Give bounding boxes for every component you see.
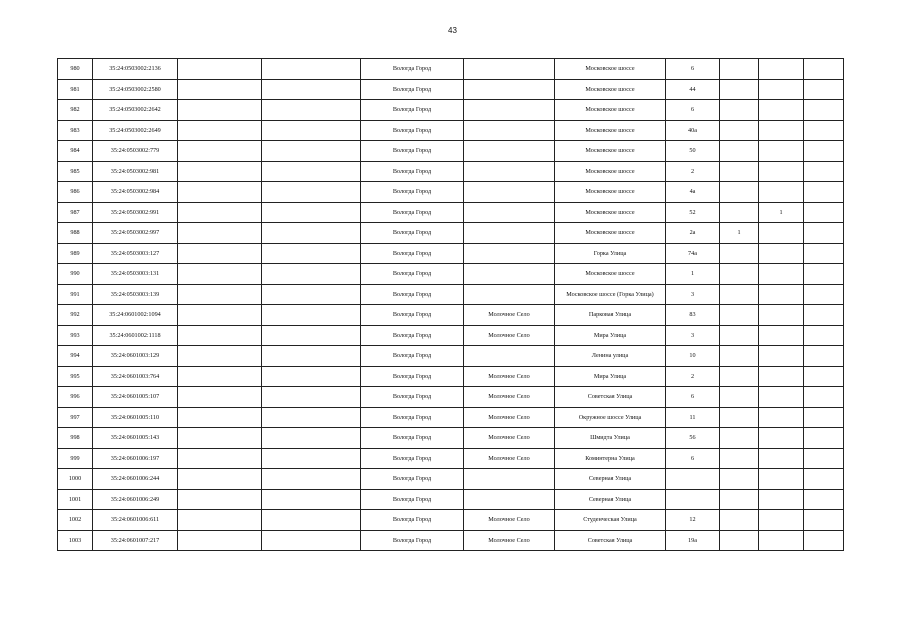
cell-col-flag-3 [804, 428, 844, 449]
cell-col-flag-2 [759, 182, 804, 203]
cell-row-number: 1002 [58, 510, 93, 531]
cell-street: Шмидта Улица [555, 428, 666, 449]
cell-col-empty-1 [178, 305, 262, 326]
cell-settlement [464, 100, 555, 121]
cell-cadastral-number: 35:24:0601003:764 [93, 366, 178, 387]
cell-city: Вологда Город [361, 120, 464, 141]
cell-col-flag-2 [759, 387, 804, 408]
cell-settlement [464, 489, 555, 510]
cell-col-flag-3 [804, 59, 844, 80]
cell-row-number: 984 [58, 141, 93, 162]
cell-city: Вологда Город [361, 428, 464, 449]
cell-col-flag-3 [804, 284, 844, 305]
cell-col-empty-2 [262, 161, 361, 182]
cell-col-empty-2 [262, 284, 361, 305]
cell-settlement: Молочное Село [464, 530, 555, 551]
cell-col-flag-2 [759, 243, 804, 264]
cell-col-empty-2 [262, 120, 361, 141]
cell-street: Московское шоссе [555, 161, 666, 182]
cell-row-number: 986 [58, 182, 93, 203]
cell-house-number: 52 [666, 202, 720, 223]
cell-col-empty-1 [178, 284, 262, 305]
cell-house-number: 12 [666, 510, 720, 531]
cell-cadastral-number: 35:24:0503003:127 [93, 243, 178, 264]
cell-settlement [464, 202, 555, 223]
cell-col-flag-1 [720, 428, 759, 449]
cell-house-number: 83 [666, 305, 720, 326]
cell-row-number: 989 [58, 243, 93, 264]
cell-cadastral-number: 35:24:0601005:143 [93, 428, 178, 449]
cell-street: Московское шоссе [555, 79, 666, 100]
cell-col-flag-2 [759, 469, 804, 490]
cell-col-empty-2 [262, 141, 361, 162]
cell-col-flag-1 [720, 59, 759, 80]
cell-house-number: 1 [666, 264, 720, 285]
cell-col-flag-3 [804, 141, 844, 162]
table-row [58, 366, 844, 387]
cell-col-empty-2 [262, 510, 361, 531]
cell-col-flag-1 [720, 202, 759, 223]
cell-house-number: 3 [666, 325, 720, 346]
cell-col-empty-1 [178, 428, 262, 449]
table-row [58, 243, 844, 264]
cell-col-empty-1 [178, 366, 262, 387]
cell-col-empty-1 [178, 182, 262, 203]
cell-col-empty-1 [178, 141, 262, 162]
table-row [58, 346, 844, 367]
cell-row-number: 999 [58, 448, 93, 469]
cell-house-number: 10 [666, 346, 720, 367]
cell-col-flag-3 [804, 223, 844, 244]
cell-cadastral-number: 35:24:0601006:197 [93, 448, 178, 469]
cell-street: Московское шоссе [555, 223, 666, 244]
table-row [58, 100, 844, 121]
cell-cadastral-number: 35:24:0503002:2649 [93, 120, 178, 141]
cell-col-empty-1 [178, 161, 262, 182]
cell-col-flag-3 [804, 100, 844, 121]
cell-settlement: Молочное Село [464, 325, 555, 346]
cell-col-flag-2 [759, 79, 804, 100]
cell-settlement [464, 182, 555, 203]
table-row [58, 264, 844, 285]
cell-city: Вологда Город [361, 407, 464, 428]
cell-settlement [464, 243, 555, 264]
cell-col-empty-2 [262, 325, 361, 346]
cell-city: Вологда Город [361, 346, 464, 367]
cell-col-flag-2 [759, 346, 804, 367]
cell-house-number: 2 [666, 161, 720, 182]
cell-street: Горка Улица [555, 243, 666, 264]
cell-cadastral-number: 35:24:0503002:779 [93, 141, 178, 162]
cell-col-flag-1 [720, 346, 759, 367]
cell-house-number: 4a [666, 182, 720, 203]
cell-settlement: Молочное Село [464, 448, 555, 469]
cell-col-empty-2 [262, 100, 361, 121]
cell-col-flag-1 [720, 366, 759, 387]
cell-street: Московское шоссе [555, 182, 666, 203]
cell-col-empty-1 [178, 448, 262, 469]
cell-col-flag-1 [720, 79, 759, 100]
table-row [58, 428, 844, 449]
cell-settlement [464, 59, 555, 80]
cell-street: Северная Улица [555, 469, 666, 490]
cell-house-number: 6 [666, 387, 720, 408]
cell-col-flag-1 [720, 469, 759, 490]
cell-city: Вологда Город [361, 243, 464, 264]
cell-col-empty-1 [178, 530, 262, 551]
cell-house-number [666, 489, 720, 510]
cell-street: Московское шоссе [555, 120, 666, 141]
cell-house-number: 6 [666, 448, 720, 469]
cell-city: Вологда Город [361, 79, 464, 100]
cell-col-empty-2 [262, 407, 361, 428]
cell-cadastral-number: 35:24:0503002:984 [93, 182, 178, 203]
cell-row-number: 987 [58, 202, 93, 223]
registry-table-body [58, 59, 844, 551]
cell-col-flag-2 [759, 59, 804, 80]
cell-settlement [464, 223, 555, 244]
cell-col-flag-3 [804, 79, 844, 100]
cell-row-number: 1003 [58, 530, 93, 551]
cell-col-flag-1 [720, 120, 759, 141]
cell-cadastral-number: 35:24:0503002:997 [93, 223, 178, 244]
cell-col-empty-1 [178, 387, 262, 408]
cell-city: Вологда Город [361, 530, 464, 551]
cell-house-number: 6 [666, 59, 720, 80]
cell-col-empty-1 [178, 469, 262, 490]
cell-col-flag-1 [720, 387, 759, 408]
cell-city: Вологда Город [361, 510, 464, 531]
cell-col-flag-2 [759, 161, 804, 182]
cell-col-flag-2 [759, 264, 804, 285]
table-row [58, 223, 844, 244]
cell-col-empty-2 [262, 59, 361, 80]
cell-col-flag-3 [804, 510, 844, 531]
cell-col-empty-1 [178, 100, 262, 121]
cell-col-empty-2 [262, 469, 361, 490]
table-row [58, 79, 844, 100]
cell-row-number: 998 [58, 428, 93, 449]
cell-col-flag-3 [804, 161, 844, 182]
cell-house-number: 44 [666, 79, 720, 100]
cell-settlement: Молочное Село [464, 387, 555, 408]
table-row [58, 202, 844, 223]
cell-col-empty-2 [262, 305, 361, 326]
cell-col-flag-1 [720, 305, 759, 326]
cell-col-empty-2 [262, 202, 361, 223]
cell-col-flag-1 [720, 243, 759, 264]
cell-row-number: 980 [58, 59, 93, 80]
cell-row-number: 1001 [58, 489, 93, 510]
cell-cadastral-number: 35:24:0601006:611 [93, 510, 178, 531]
cell-cadastral-number: 35:24:0601005:107 [93, 387, 178, 408]
cell-cadastral-number: 35:24:0503002:991 [93, 202, 178, 223]
cell-col-flag-1 [720, 510, 759, 531]
cell-col-flag-2 [759, 407, 804, 428]
cell-house-number: 19a [666, 530, 720, 551]
cell-settlement: Молочное Село [464, 407, 555, 428]
cell-street: Студенческая Улица [555, 510, 666, 531]
cell-settlement [464, 264, 555, 285]
cell-city: Вологда Город [361, 469, 464, 490]
cell-street: Мира Улица [555, 325, 666, 346]
cell-house-number: 11 [666, 407, 720, 428]
cell-street: Коминтерна Улица [555, 448, 666, 469]
cell-col-flag-2 [759, 223, 804, 244]
cell-col-empty-1 [178, 407, 262, 428]
cell-col-flag-2 [759, 510, 804, 531]
cell-cadastral-number: 35:24:0601003:129 [93, 346, 178, 367]
cell-settlement [464, 346, 555, 367]
cell-row-number: 988 [58, 223, 93, 244]
cell-cadastral-number: 35:24:0601007:217 [93, 530, 178, 551]
cell-row-number: 996 [58, 387, 93, 408]
cell-street: Ленина улица [555, 346, 666, 367]
cell-city: Вологда Город [361, 202, 464, 223]
cell-col-flag-1 [720, 448, 759, 469]
cell-street: Мира Улица [555, 366, 666, 387]
cell-city: Вологда Город [361, 223, 464, 244]
cell-col-flag-1 [720, 141, 759, 162]
table-row [58, 305, 844, 326]
cell-house-number: 6 [666, 100, 720, 121]
cell-cadastral-number: 35:24:0601002:1094 [93, 305, 178, 326]
cell-col-empty-2 [262, 79, 361, 100]
cell-col-flag-1 [720, 530, 759, 551]
cell-settlement: Молочное Село [464, 510, 555, 531]
cell-city: Вологда Город [361, 264, 464, 285]
cell-col-empty-1 [178, 59, 262, 80]
cell-col-empty-2 [262, 366, 361, 387]
cell-house-number: 40a [666, 120, 720, 141]
cell-city: Вологда Город [361, 366, 464, 387]
cell-city: Вологда Город [361, 100, 464, 121]
cell-settlement: Молочное Село [464, 366, 555, 387]
cell-settlement [464, 284, 555, 305]
cell-cadastral-number: 35:24:0503003:139 [93, 284, 178, 305]
cell-col-flag-2 [759, 448, 804, 469]
cell-col-flag-3 [804, 407, 844, 428]
cell-street: Московское шоссе [555, 100, 666, 121]
cell-row-number: 995 [58, 366, 93, 387]
cell-row-number: 990 [58, 264, 93, 285]
cell-house-number: 56 [666, 428, 720, 449]
cell-cadastral-number: 35:24:0601006:249 [93, 489, 178, 510]
cell-cadastral-number: 35:24:0601002:1118 [93, 325, 178, 346]
cell-col-flag-1 [720, 182, 759, 203]
cell-col-empty-1 [178, 346, 262, 367]
cell-city: Вологда Город [361, 448, 464, 469]
cell-col-empty-1 [178, 223, 262, 244]
cell-col-empty-2 [262, 264, 361, 285]
table-row [58, 489, 844, 510]
cell-col-flag-3 [804, 489, 844, 510]
cell-col-flag-1: 1 [720, 223, 759, 244]
cell-col-empty-1 [178, 510, 262, 531]
table-row [58, 510, 844, 531]
cell-settlement [464, 79, 555, 100]
cell-col-flag-1 [720, 325, 759, 346]
cell-col-empty-1 [178, 79, 262, 100]
cell-row-number: 981 [58, 79, 93, 100]
cell-col-flag-3 [804, 387, 844, 408]
cell-col-empty-1 [178, 243, 262, 264]
cell-col-flag-3 [804, 182, 844, 203]
cell-settlement [464, 141, 555, 162]
cell-city: Вологда Город [361, 325, 464, 346]
cell-col-flag-3 [804, 448, 844, 469]
cell-cadastral-number: 35:24:0503002:2136 [93, 59, 178, 80]
cell-street: Советская Улица [555, 387, 666, 408]
cell-col-flag-3 [804, 264, 844, 285]
cell-street: Московское шоссе [555, 141, 666, 162]
cell-col-flag-3 [804, 202, 844, 223]
cell-col-flag-3 [804, 305, 844, 326]
cell-row-number: 991 [58, 284, 93, 305]
cell-settlement: Молочное Село [464, 305, 555, 326]
cell-col-flag-3 [804, 346, 844, 367]
table-row [58, 407, 844, 428]
cell-col-flag-1 [720, 100, 759, 121]
cell-row-number: 983 [58, 120, 93, 141]
cell-house-number: 50 [666, 141, 720, 162]
cell-col-flag-2 [759, 141, 804, 162]
cell-col-empty-2 [262, 243, 361, 264]
cell-col-empty-2 [262, 346, 361, 367]
cell-row-number: 997 [58, 407, 93, 428]
cell-row-number: 982 [58, 100, 93, 121]
cell-col-flag-2: 1 [759, 202, 804, 223]
table-row [58, 325, 844, 346]
cell-col-flag-1 [720, 284, 759, 305]
cell-street: Московское шоссе [555, 264, 666, 285]
cell-row-number: 993 [58, 325, 93, 346]
cell-settlement [464, 161, 555, 182]
cell-col-flag-3 [804, 366, 844, 387]
cell-city: Вологда Город [361, 182, 464, 203]
cell-col-flag-1 [720, 407, 759, 428]
table-row [58, 59, 844, 80]
cell-cadastral-number: 35:24:0503003:131 [93, 264, 178, 285]
cell-street: Окружное шоссе Улица [555, 407, 666, 428]
cell-col-empty-2 [262, 182, 361, 203]
cell-col-flag-2 [759, 120, 804, 141]
table-row [58, 182, 844, 203]
cell-cadastral-number: 35:24:0503002:981 [93, 161, 178, 182]
cell-house-number: 3 [666, 284, 720, 305]
cell-city: Вологда Город [361, 284, 464, 305]
cell-house-number: 74a [666, 243, 720, 264]
cell-col-empty-2 [262, 489, 361, 510]
cell-col-flag-1 [720, 489, 759, 510]
cell-col-flag-3 [804, 325, 844, 346]
cell-col-flag-2 [759, 366, 804, 387]
cell-col-empty-2 [262, 530, 361, 551]
cell-street: Московское шоссе [555, 202, 666, 223]
cell-row-number: 1000 [58, 469, 93, 490]
table-row [58, 284, 844, 305]
cell-row-number: 992 [58, 305, 93, 326]
cell-col-flag-1 [720, 264, 759, 285]
cell-city: Вологда Город [361, 489, 464, 510]
cell-col-empty-1 [178, 264, 262, 285]
registry-table [57, 58, 844, 551]
cell-col-empty-2 [262, 223, 361, 244]
table-row [58, 469, 844, 490]
cell-house-number: 2a [666, 223, 720, 244]
cell-col-empty-1 [178, 120, 262, 141]
cell-street: Северная Улица [555, 489, 666, 510]
cell-col-flag-2 [759, 284, 804, 305]
cell-col-flag-2 [759, 530, 804, 551]
cell-col-flag-3 [804, 243, 844, 264]
cell-cadastral-number: 35:24:0503002:2642 [93, 100, 178, 121]
cell-street: Московское шоссе (Горка Улица) [555, 284, 666, 305]
cell-settlement [464, 469, 555, 490]
cell-cadastral-number: 35:24:0601006:244 [93, 469, 178, 490]
cell-house-number: 2 [666, 366, 720, 387]
cell-settlement [464, 120, 555, 141]
cell-settlement: Молочное Село [464, 428, 555, 449]
cell-col-empty-1 [178, 325, 262, 346]
table-row [58, 448, 844, 469]
cell-city: Вологда Город [361, 141, 464, 162]
cell-col-flag-3 [804, 530, 844, 551]
cell-col-empty-2 [262, 448, 361, 469]
cell-row-number: 994 [58, 346, 93, 367]
cell-street: Советская Улица [555, 530, 666, 551]
cell-city: Вологда Город [361, 161, 464, 182]
cell-col-flag-3 [804, 469, 844, 490]
cell-col-flag-2 [759, 100, 804, 121]
cell-row-number: 985 [58, 161, 93, 182]
cell-street: Парковая Улица [555, 305, 666, 326]
cell-col-empty-1 [178, 489, 262, 510]
cell-col-empty-2 [262, 428, 361, 449]
cell-street: Московское шоссе [555, 59, 666, 80]
cell-city: Вологда Город [361, 387, 464, 408]
table-row [58, 120, 844, 141]
cell-house-number [666, 469, 720, 490]
table-row [58, 161, 844, 182]
cell-col-empty-1 [178, 202, 262, 223]
cell-col-flag-2 [759, 428, 804, 449]
cell-col-flag-2 [759, 489, 804, 510]
table-row [58, 530, 844, 551]
table-row [58, 141, 844, 162]
cell-city: Вологда Город [361, 305, 464, 326]
cell-col-flag-3 [804, 120, 844, 141]
cell-col-flag-1 [720, 161, 759, 182]
cell-col-flag-2 [759, 305, 804, 326]
cell-city: Вологда Город [361, 59, 464, 80]
cell-col-flag-2 [759, 325, 804, 346]
cell-cadastral-number: 35:24:0601005:110 [93, 407, 178, 428]
page-number: 43 [448, 26, 457, 35]
cell-col-empty-2 [262, 387, 361, 408]
table-row [58, 387, 844, 408]
cell-cadastral-number: 35:24:0503002:2580 [93, 79, 178, 100]
